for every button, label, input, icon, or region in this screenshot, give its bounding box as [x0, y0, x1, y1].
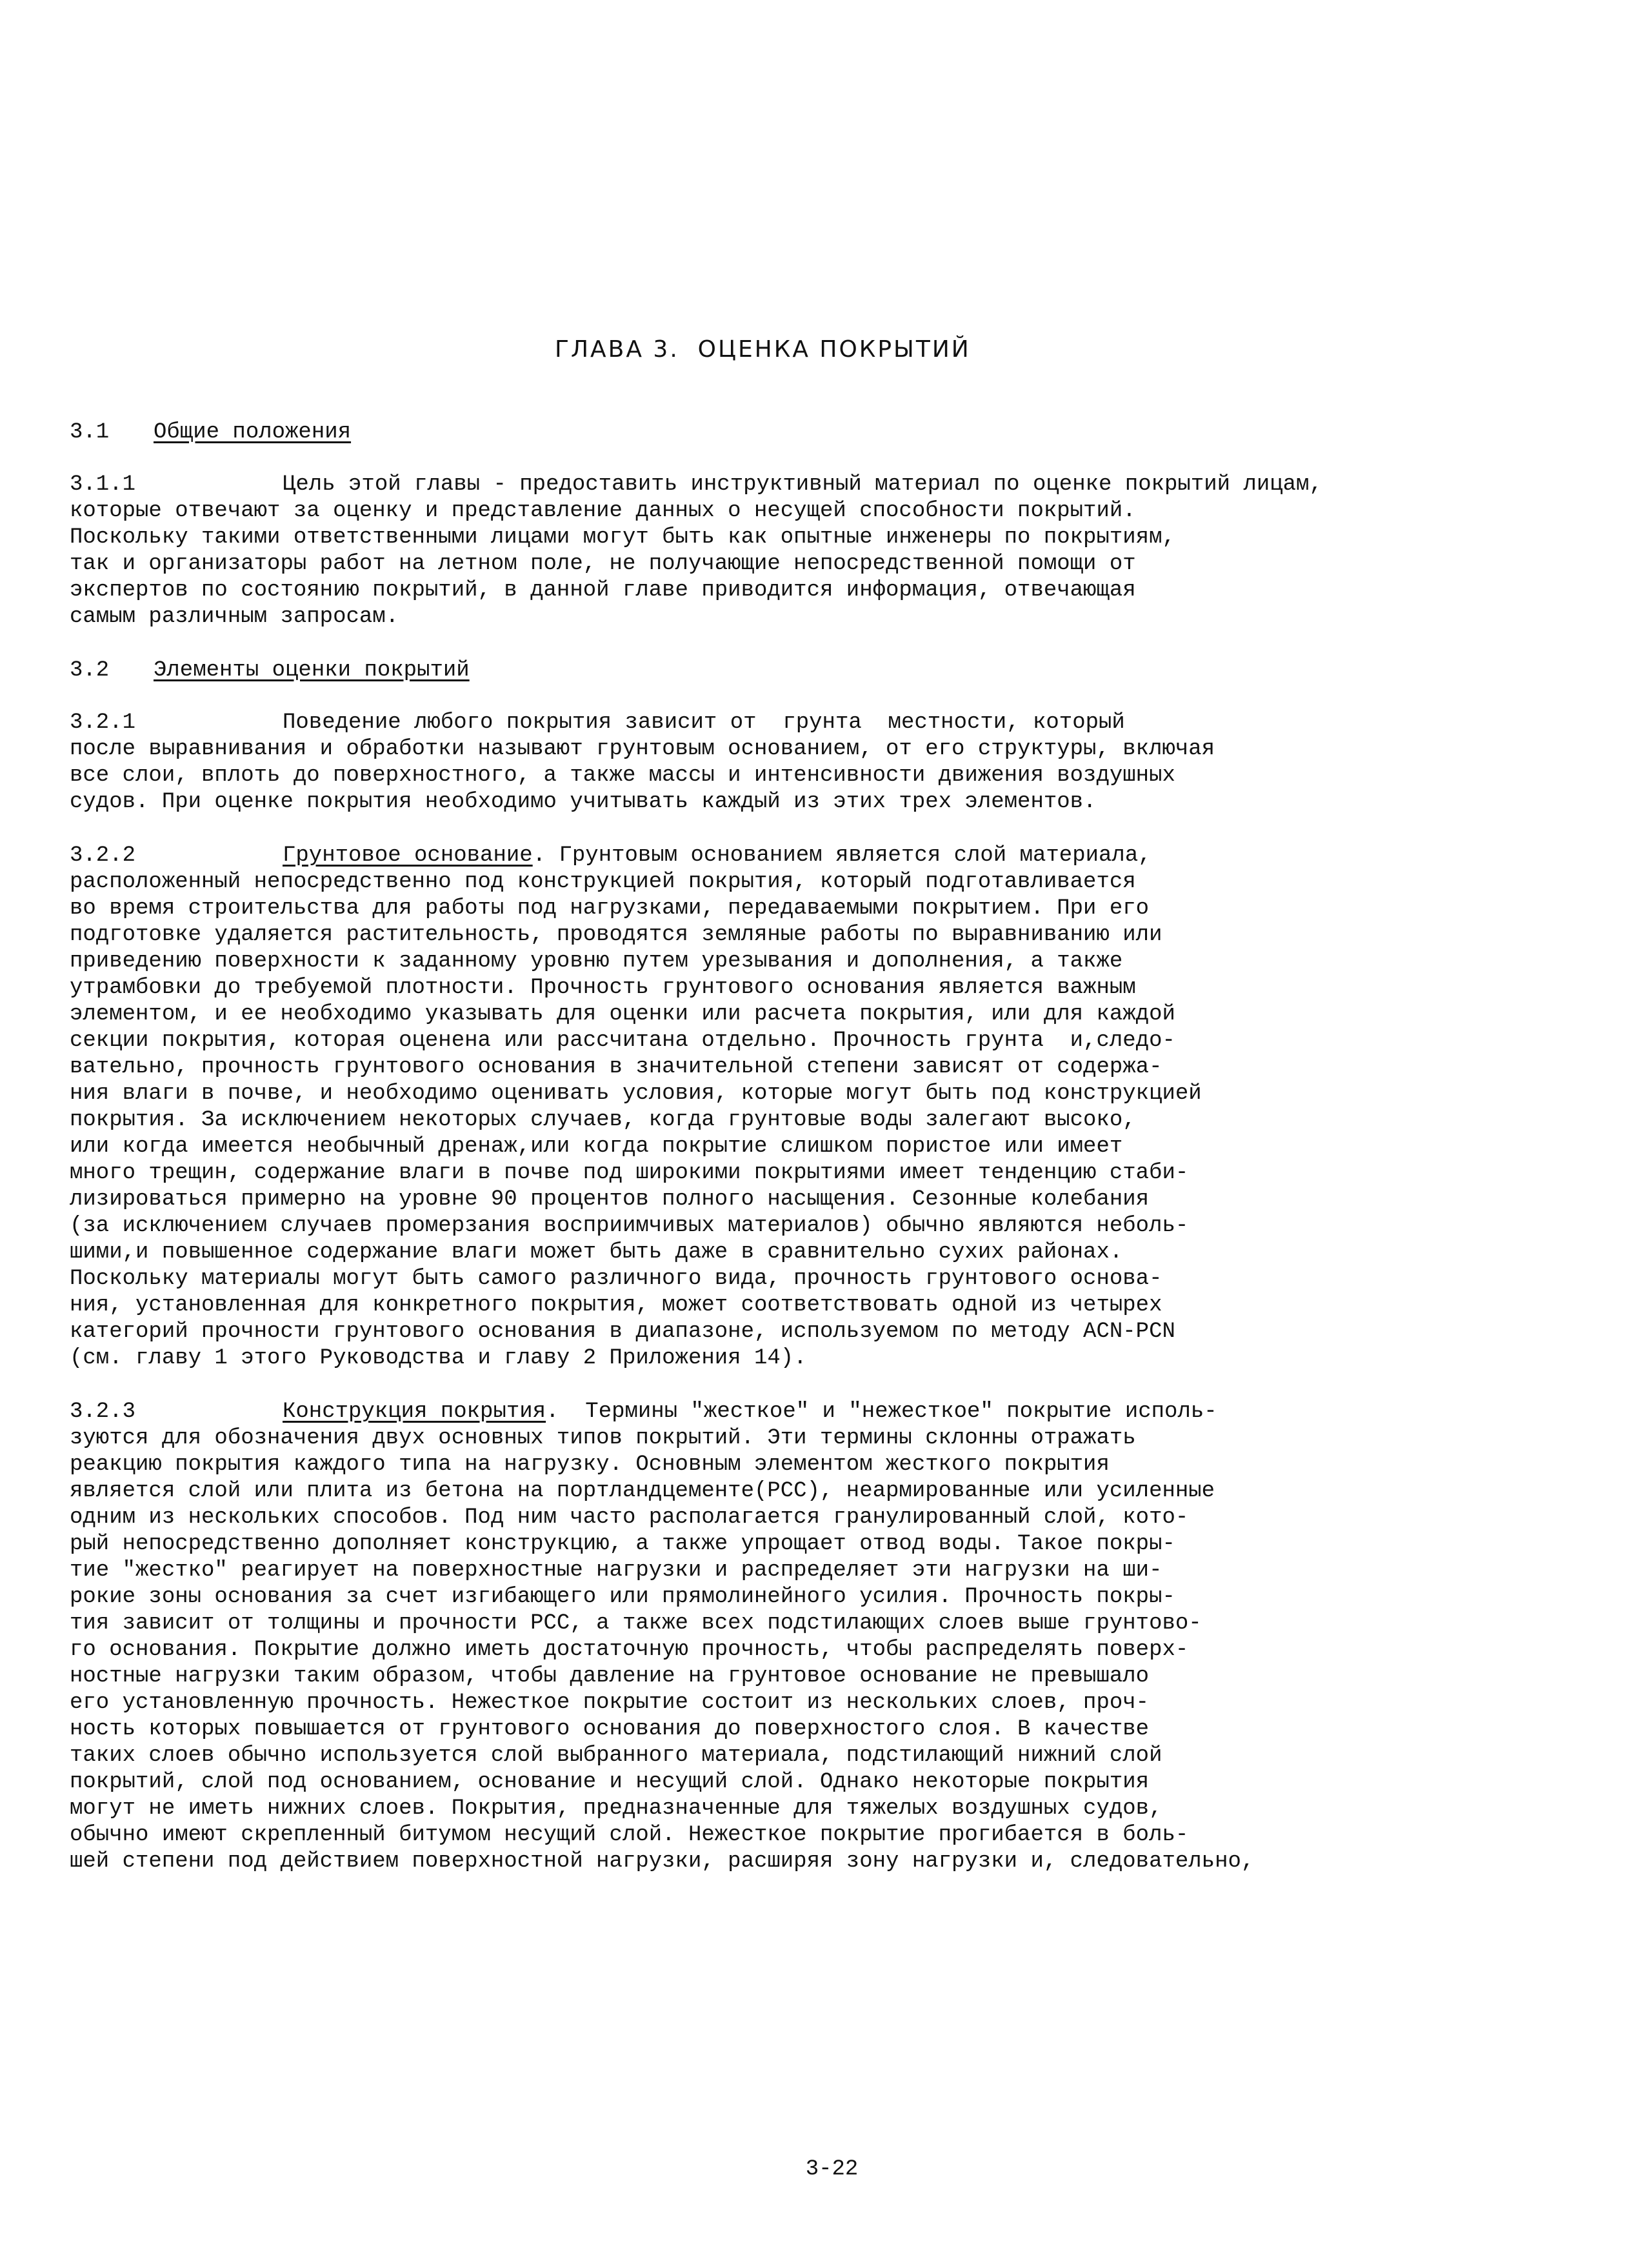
paragraph-text: . Термины "жесткое" и "нежесткое" покрытие исполь-: [546, 1400, 1217, 1424]
paragraph-line: покрытий, слой под основанием, основание и несущий слой. Однако некоторые покрытия: [70, 1770, 1150, 1794]
paragraph-line: Поскольку такими ответственными лицами могут быть как опытные инженеры по покрытиям,: [70, 525, 1175, 550]
paragraph-line: зуются для обозначения двух основных типов покрытий. Эти термины склонны отражать: [70, 1426, 1136, 1450]
paragraph-line: секции покрытия, которая оценена или рассчитана отдельно. Прочность грунта и,следо-: [70, 1029, 1175, 1053]
paragraph-line: обычно имеют скрепленный битумом несущий слой. Нежесткое покрытие прогибается в боль-: [70, 1823, 1189, 1847]
paragraph-line: ностные нагрузки таким образом, чтобы давление на грунтовое основание не превышало: [70, 1664, 1150, 1689]
paragraph-line: таких слоев обычно используется слой выбранного материала, подстилающий нижний слой: [70, 1743, 1162, 1768]
section-number: 3.1: [70, 420, 110, 445]
paragraph-text: Поведение любого покрытия зависит от грунта местности, который: [283, 710, 1125, 735]
paragraph-3-2-1: [70, 710, 1553, 816]
paragraph-line: [70, 843, 1553, 869]
document-body: [70, 419, 1553, 1902]
paragraph-line: ность которых повышается от грунтового основания до поверхностого слоя. В качестве: [70, 1717, 1150, 1741]
paragraph-line: (см. главу 1 этого Руководства и главу 2 Приложения 14).: [70, 1346, 807, 1370]
paragraph-line: самым различным запросам.: [70, 605, 399, 629]
paragraph-line: приведению поверхности к заданному уровню путем урезывания и дополнения, а также: [70, 949, 1123, 974]
paragraph-line: является слой или плита из бетона на портландцементе(PCC), неармированные или усиленные: [70, 1479, 1215, 1503]
paragraph-line: тия зависит от толщины и прочности PCC, а также всех подстилающих слоев выше грунтово-: [70, 1611, 1202, 1636]
section-heading-3-1: [70, 419, 1553, 446]
section-heading-3-2: [70, 657, 1553, 684]
chapter-title: ГЛАВА 3. ОЦЕНКА ПОКРЫТИЙ: [555, 336, 971, 363]
paragraph-line: много трещин, содержание влаги в почве под широкими покрытиями имеет тенденцию стаби-: [70, 1161, 1189, 1185]
section-number: 3.2: [70, 658, 110, 683]
paragraph-text: Цель этой главы - предоставить инструктивный материал по оценке покрытий лицам,: [283, 472, 1322, 497]
paragraph-line: шими,и повышенное содержание влаги может быть даже в сравнительно сухих районах.: [70, 1240, 1123, 1265]
paragraph-line: расположенный непосредственно под конструкцией покрытия, который подготавливается: [70, 870, 1136, 894]
paragraph-line: [70, 1399, 1553, 1425]
paragraph-line: [70, 472, 1553, 498]
paragraph-line: которые отвечают за оценку и представление данных о несущей способности покрытий.: [70, 499, 1136, 523]
paragraph-line: го основания. Покрытие должно иметь достаточную прочность, чтобы распределять поверх-: [70, 1638, 1189, 1662]
paragraph-line: категорий прочности грунтового основания в диапазоне, используемом по методу ACN-PCN: [70, 1320, 1175, 1344]
paragraph-line: тие "жестко" реагирует на поверхностные нагрузки и распределяет эти нагрузки на ши-: [70, 1558, 1162, 1583]
paragraph-line: [70, 710, 1553, 736]
paragraph-line: элементом, и ее необходимо указывать для оценки или расчета покрытия, или для каждой: [70, 1002, 1175, 1027]
paragraph-line: одним из нескольких способов. Под ним часто располагается гранулированный слой, кото-: [70, 1505, 1189, 1530]
paragraph-line: утрамбовки до требуемой плотности. Прочность грунтового основания является важным: [70, 976, 1136, 1000]
paragraph-line: судов. При оценке покрытия необходимо учитывать каждый из этих трех элементов.: [70, 790, 1097, 814]
paragraph-line: подготовке удаляется растительность, проводятся земляные работы по выравниванию или: [70, 923, 1162, 947]
section-title: Общие положения: [154, 420, 352, 445]
paragraph-line: так и организаторы работ на летном поле, не получающие непосредственной помощи от: [70, 552, 1136, 576]
paragraph-line: во время строительства для работы под нагрузками, передаваемыми покрытием. При его: [70, 896, 1150, 921]
paragraph-line: экспертов по состоянию покрытий, в данной главе приводится информация, отвечающая: [70, 578, 1136, 603]
page-number: 3-22: [805, 2157, 859, 2182]
paragraph-line: или когда имеется необычный дренаж,или когда покрытие слишком пористое или имеет: [70, 1134, 1123, 1159]
paragraph-3-1-1: [70, 472, 1553, 630]
paragraph-heading: Конструкция покрытия: [283, 1400, 546, 1424]
paragraph-text: . Грунтовым основанием является слой материала,: [532, 843, 1151, 868]
paragraph-line: могут не иметь нижних слоев. Покрытия, предназначенные для тяжелых воздушных судов,: [70, 1796, 1162, 1821]
paragraph-number: 3.2.3: [70, 1400, 136, 1424]
paragraph-line: (за исключением случаев промерзания восприимчивых материалов) обычно являются неболь-: [70, 1214, 1189, 1238]
paragraph-number: 3.1.1: [70, 472, 136, 497]
paragraph-number: 3.2.1: [70, 710, 136, 735]
paragraph-line: реакцию покрытия каждого типа на нагрузку. Основным элементом жесткого покрытия: [70, 1452, 1110, 1477]
paragraph-3-2-3: [70, 1399, 1553, 1875]
paragraph-line: рый непосредственно дополняет конструкцию, а также упрощает отвод воды. Такое покры-: [70, 1532, 1175, 1556]
paragraph-line: ния влаги в почве, и необходимо оценивать условия, которые могут быть под конструкцией: [70, 1081, 1202, 1106]
paragraph-line: рокие зоны основания за счет изгибающего или прямолинейного усилия. Прочность покры-: [70, 1585, 1175, 1609]
paragraph-line: его установленную прочность. Нежесткое покрытие состоит из нескольких слоев, проч-: [70, 1691, 1150, 1715]
paragraph-line: все слои, вплоть до поверхностного, а также массы и интенсивности движения воздушных: [70, 763, 1175, 788]
paragraph-line: лизироваться примерно на уровне 90 процентов полного насыщения. Сезонные колебания: [70, 1187, 1150, 1212]
paragraph-line: вательно, прочность грунтового основания в значительной степени зависят от содержа-: [70, 1055, 1162, 1079]
paragraph-line: ния, установленная для конкретного покрытия, может соответствовать одной из четырех: [70, 1293, 1162, 1318]
paragraph-line: шей степени под действием поверхностной нагрузки, расширяя зону нагрузки и, следовательно,: [70, 1849, 1255, 1874]
paragraph-line: после выравнивания и обработки называют грунтовым основанием, от его структуры, включая: [70, 737, 1215, 761]
paragraph-line: покрытия. За исключением некоторых случаев, когда грунтовые воды залегают высоко,: [70, 1108, 1136, 1132]
paragraph-heading: Грунтовое основание: [283, 843, 533, 868]
paragraph-number: 3.2.2: [70, 843, 136, 868]
paragraph-3-2-2: [70, 843, 1553, 1372]
section-title: Элементы оценки покрытий: [154, 658, 470, 683]
paragraph-line: Поскольку материалы могут быть самого различного вида, прочность грунтового основа-: [70, 1267, 1162, 1291]
